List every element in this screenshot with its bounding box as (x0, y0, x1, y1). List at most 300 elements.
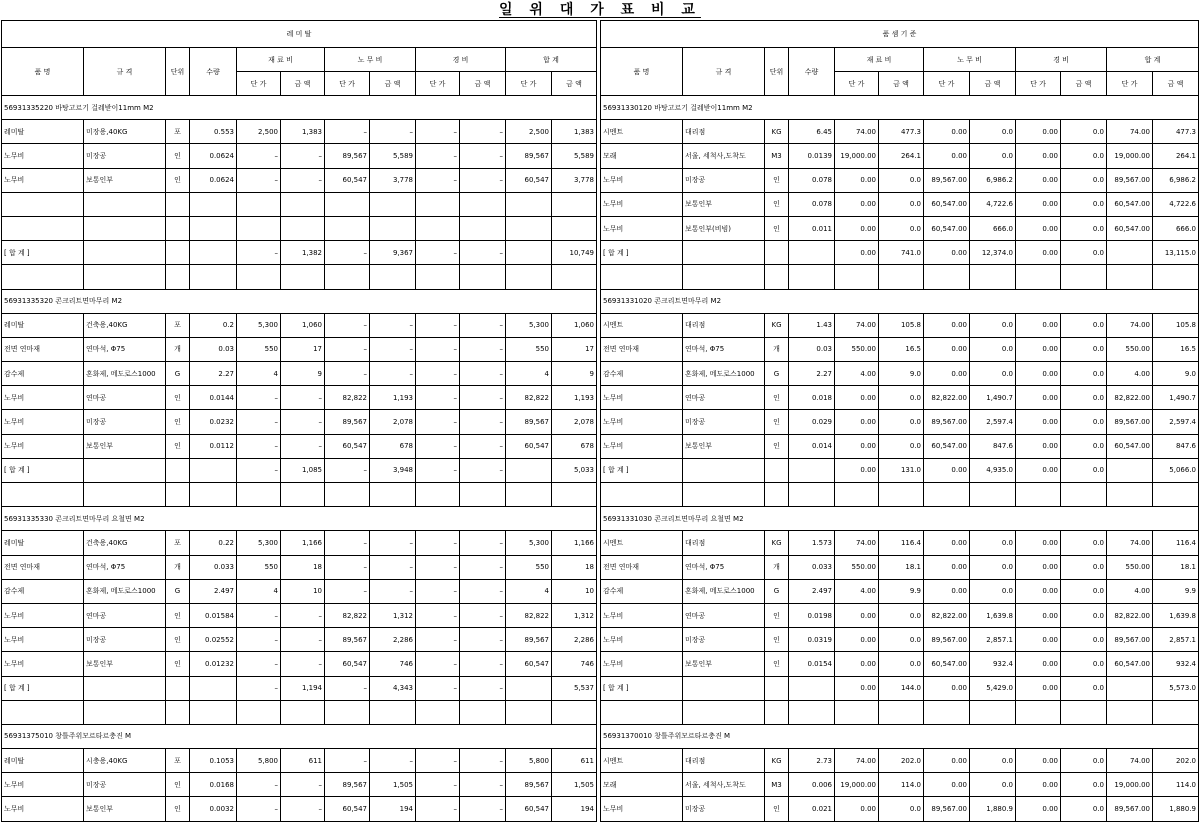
table-cell: 60,547 (325, 434, 370, 458)
table-row (601, 531, 1199, 555)
table-cell: 6,986.2 (1153, 168, 1199, 192)
table-cell (190, 192, 237, 216)
table-cell: – (460, 458, 506, 482)
table-cell: 131.0 (879, 458, 924, 482)
table-cell: 0.03 (789, 337, 835, 361)
table-cell: 보통인부 (683, 652, 765, 676)
col-unit-price: 단 가 (237, 72, 281, 96)
table-cell: 0.0 (1061, 362, 1107, 386)
table-row (601, 797, 1199, 821)
table-row (601, 458, 1199, 482)
table-cell: 82,822 (325, 386, 370, 410)
table-cell: – (416, 579, 460, 603)
table-cell: 4.00 (835, 362, 879, 386)
table-row (2, 313, 597, 337)
table-cell: – (325, 555, 370, 579)
col-unit-price: 단 가 (1107, 72, 1153, 96)
table-cell: – (370, 337, 416, 361)
table-cell (84, 483, 166, 507)
table-cell: – (237, 676, 281, 700)
table-cell: 0.0 (1061, 144, 1107, 168)
table-cell: 89,567.00 (1107, 628, 1153, 652)
table-cell: 0.00 (835, 241, 879, 265)
table-cell: – (281, 144, 325, 168)
table-row (2, 265, 597, 289)
col-total: 합 계 (1107, 48, 1199, 72)
table-row (2, 386, 597, 410)
table-row (601, 410, 1199, 434)
table-cell: – (281, 386, 325, 410)
table-cell (1107, 241, 1153, 265)
table-cell: 0.00 (924, 773, 970, 797)
table-cell (325, 192, 370, 216)
col-expense: 경 비 (416, 48, 506, 72)
table-cell: – (237, 628, 281, 652)
table-cell: 0.006 (789, 773, 835, 797)
table-cell (416, 265, 460, 289)
table-cell (683, 458, 765, 482)
table-cell (765, 458, 789, 482)
table-cell: 0.0 (879, 410, 924, 434)
table-cell (166, 458, 190, 482)
table-cell: 0.00 (1016, 410, 1061, 434)
table-cell: 시충용,40KG (84, 749, 166, 773)
table-cell: 1,490.7 (970, 386, 1016, 410)
table-cell (601, 265, 683, 289)
table-cell: 18.1 (1153, 555, 1199, 579)
table-cell (601, 483, 683, 507)
table-cell: 0.0 (970, 531, 1016, 555)
table-cell: 0.00 (835, 410, 879, 434)
table-cell (552, 483, 597, 507)
table-cell: 0.0 (1061, 676, 1107, 700)
table-cell: 4 (506, 579, 552, 603)
table-cell: 0.0 (879, 434, 924, 458)
table-cell: – (416, 337, 460, 361)
table-cell: 0.0 (1061, 337, 1107, 361)
table-cell: 인 (765, 410, 789, 434)
table-cell: 인 (765, 603, 789, 627)
table-cell: 0.00 (1016, 773, 1061, 797)
table-cell: 감수제 (601, 362, 683, 386)
table-cell: – (281, 628, 325, 652)
col-qty: 수량 (190, 48, 237, 96)
table-row (2, 458, 597, 482)
table-cell: 인 (166, 144, 190, 168)
table-cell: 5,300 (506, 313, 552, 337)
table-cell: 레미탈 (2, 749, 84, 773)
col-item: 품 명 (601, 48, 683, 96)
table-cell: 대리점 (683, 313, 765, 337)
table-cell: 1,060 (552, 313, 597, 337)
table-cell: 746 (552, 652, 597, 676)
table-cell: 0.00 (1016, 652, 1061, 676)
table-cell (416, 700, 460, 724)
table-cell: 미장공 (84, 628, 166, 652)
table-cell (84, 700, 166, 724)
table-cell: 0.00 (1016, 386, 1061, 410)
table-cell: 0.00 (1016, 579, 1061, 603)
table-cell: 0.0 (970, 555, 1016, 579)
table-cell: – (325, 531, 370, 555)
table-cell: 666.0 (970, 216, 1016, 240)
table-cell: 18.1 (879, 555, 924, 579)
table-cell: 2,500 (506, 120, 552, 144)
table-cell: 550.00 (835, 337, 879, 361)
table-cell: 194 (370, 797, 416, 821)
table-cell: 0.00 (1016, 797, 1061, 821)
table-row (601, 749, 1199, 773)
table-cell: 666.0 (1153, 216, 1199, 240)
table-cell: 741.0 (879, 241, 924, 265)
table-cell: [ 합 계 ] (2, 676, 84, 700)
table-cell: 89,567.00 (1107, 797, 1153, 821)
table-cell (84, 216, 166, 240)
table-cell (506, 676, 552, 700)
table-cell: 모래 (601, 773, 683, 797)
table-cell: 60,547.00 (924, 192, 970, 216)
table-cell: 1.43 (789, 313, 835, 337)
col-amount: 금 액 (879, 72, 924, 96)
table-cell: 연마석, Φ75 (683, 337, 765, 361)
table-cell: – (237, 652, 281, 676)
table-cell: – (325, 749, 370, 773)
table-cell: 0.0 (1061, 773, 1107, 797)
table-cell: 5,300 (237, 313, 281, 337)
table-cell: 0.00 (835, 676, 879, 700)
table-cell: 1,383 (281, 120, 325, 144)
table-cell: 전면 연마재 (2, 337, 84, 361)
table-cell: 2.497 (190, 579, 237, 603)
table-cell: 보통인부 (84, 652, 166, 676)
table-cell (601, 700, 683, 724)
table-cell: 550.00 (835, 555, 879, 579)
table-cell: 0.0319 (789, 628, 835, 652)
table-cell: 1,639.8 (1153, 603, 1199, 627)
table-cell: 4,935.0 (970, 458, 1016, 482)
table-cell: 0.00 (1016, 434, 1061, 458)
table-cell (1016, 700, 1061, 724)
table-cell: 0.078 (789, 192, 835, 216)
table-cell: 0.0 (970, 144, 1016, 168)
table-cell: – (281, 434, 325, 458)
table-cell: 연마공 (683, 386, 765, 410)
table-cell: 미장공 (84, 144, 166, 168)
table-cell: G (765, 579, 789, 603)
table-cell: – (325, 676, 370, 700)
table-cell: 0.0 (1061, 120, 1107, 144)
table-cell: 0.00 (1016, 531, 1061, 555)
table-cell: 노무비 (601, 216, 683, 240)
table-cell (370, 216, 416, 240)
table-cell: 혼화제, 메도로스1000 (683, 579, 765, 603)
table-cell: – (460, 144, 506, 168)
table-cell: 678 (370, 434, 416, 458)
table-cell: 0.00 (835, 386, 879, 410)
table-cell: 74.00 (835, 531, 879, 555)
table-cell (1107, 700, 1153, 724)
table-cell: 2,500 (237, 120, 281, 144)
table-cell: – (237, 458, 281, 482)
table-cell: – (237, 386, 281, 410)
table-cell: 1,166 (552, 531, 597, 555)
table-row (2, 773, 597, 797)
table-cell (552, 216, 597, 240)
table-cell: 0.00 (1016, 676, 1061, 700)
table-row (2, 410, 597, 434)
table-cell: 인 (166, 168, 190, 192)
table-cell: 0.00 (1016, 168, 1061, 192)
table-cell: 0.00 (924, 458, 970, 482)
table-cell: 0.0624 (190, 168, 237, 192)
table-row (2, 797, 597, 821)
table-cell: 5,589 (370, 144, 416, 168)
table-cell: 6.45 (789, 120, 835, 144)
table-cell (166, 483, 190, 507)
table-cell: 0.0 (879, 628, 924, 652)
table-cell: 노무비 (601, 797, 683, 821)
table-cell: [ 합 계 ] (601, 458, 683, 482)
table-row (601, 555, 1199, 579)
table-cell: 1,193 (552, 386, 597, 410)
table-cell: 105.8 (879, 313, 924, 337)
table-cell: 인 (765, 628, 789, 652)
table-cell: 74.00 (1107, 531, 1153, 555)
table-cell: 0.0 (1061, 313, 1107, 337)
table-cell: – (237, 410, 281, 434)
table-cell (166, 241, 190, 265)
table-cell: 서울, 세척사,도착도 (683, 773, 765, 797)
section-row (601, 289, 1199, 313)
table-row (2, 652, 597, 676)
table-cell: 17 (552, 337, 597, 361)
table-cell (281, 216, 325, 240)
table-cell: 4,722.6 (1153, 192, 1199, 216)
table-cell: – (460, 386, 506, 410)
table-cell: 611 (552, 749, 597, 773)
table-cell: 550.00 (1107, 555, 1153, 579)
table-cell: – (281, 603, 325, 627)
table-cell: 인 (166, 386, 190, 410)
section-row (2, 289, 597, 313)
table-cell: – (416, 773, 460, 797)
table-cell: 연마석, Φ75 (84, 555, 166, 579)
table-cell: 0.00 (835, 168, 879, 192)
table-cell (879, 483, 924, 507)
table-cell: 인 (166, 434, 190, 458)
table-cell: – (416, 362, 460, 386)
col-labor: 노 무 비 (924, 48, 1016, 72)
table-cell: 노무비 (601, 410, 683, 434)
table-cell: 9 (552, 362, 597, 386)
col-unit-price: 단 가 (924, 72, 970, 96)
table-cell (683, 700, 765, 724)
table-cell: 0.00 (1016, 192, 1061, 216)
table-row (2, 555, 597, 579)
table-cell: 4 (506, 362, 552, 386)
page-title (0, 0, 1200, 20)
table-cell: 0.00 (924, 241, 970, 265)
table-cell: 연마공 (84, 603, 166, 627)
col-item: 품 명 (2, 48, 84, 96)
table-cell: – (416, 144, 460, 168)
table-cell: 노무비 (2, 603, 84, 627)
col-labor: 노 무 비 (325, 48, 416, 72)
table-cell: 144.0 (879, 676, 924, 700)
table-cell: 4.00 (1107, 579, 1153, 603)
col-amount: 금 액 (281, 72, 325, 96)
table-cell (325, 483, 370, 507)
table-cell: – (416, 120, 460, 144)
table-cell: 9.9 (1153, 579, 1199, 603)
table-cell: 0.00 (924, 676, 970, 700)
table-cell: 0.0 (970, 749, 1016, 773)
table-cell: 0.00 (835, 603, 879, 627)
table-row (2, 362, 597, 386)
table-cell: 0.0 (1061, 628, 1107, 652)
table-cell: 1.573 (789, 531, 835, 555)
section-heading: 56931335220 바탕고르기 걸레받이11mm M2 (2, 96, 597, 120)
table-cell: 미장공 (683, 797, 765, 821)
table-cell: 인 (166, 773, 190, 797)
table-cell: – (416, 603, 460, 627)
table-cell: 82,822 (506, 603, 552, 627)
table-cell: 0.00 (1016, 603, 1061, 627)
table-cell: 0.00 (835, 458, 879, 482)
table-cell: 시멘트 (601, 120, 683, 144)
col-amount: 금 액 (1061, 72, 1107, 96)
table-cell (789, 241, 835, 265)
table-cell: 0.00 (924, 531, 970, 555)
table-cell: – (416, 676, 460, 700)
table-cell: 노무비 (2, 773, 84, 797)
table-cell: 인 (166, 410, 190, 434)
table-row (601, 579, 1199, 603)
section-row (601, 724, 1199, 748)
table-cell: M3 (765, 144, 789, 168)
table-cell: 550.00 (1107, 337, 1153, 361)
table-cell (84, 676, 166, 700)
table-cell: 감수제 (2, 579, 84, 603)
col-unit-price: 단 가 (325, 72, 370, 96)
table-cell: 포 (166, 531, 190, 555)
table-cell: 611 (281, 749, 325, 773)
table-cell: 60,547.00 (1107, 434, 1153, 458)
table-cell: 1,060 (281, 313, 325, 337)
table-cell (1107, 676, 1153, 700)
table-cell: 1,383 (552, 120, 597, 144)
table-cell: 2,286 (552, 628, 597, 652)
table-cell: 미장용,40KG (84, 120, 166, 144)
table-cell: 포 (166, 120, 190, 144)
table-cell: – (416, 410, 460, 434)
table-cell (237, 265, 281, 289)
table-cell: – (370, 120, 416, 144)
table-row (2, 337, 597, 361)
table-cell: 5,066.0 (1153, 458, 1199, 482)
col-spec: 규 격 (84, 48, 166, 96)
table-cell: 0.00 (1016, 749, 1061, 773)
table-cell (460, 265, 506, 289)
table-body (2, 96, 597, 822)
table-cell: 5,800 (237, 749, 281, 773)
table-cell (789, 700, 835, 724)
table-row (2, 192, 597, 216)
table-cell: 0.03 (190, 337, 237, 361)
table-cell: 5,300 (506, 531, 552, 555)
table-cell: 미장공 (84, 410, 166, 434)
table-cell: – (416, 797, 460, 821)
table-cell (1061, 700, 1107, 724)
section-label: 레 미 탈 (2, 21, 597, 48)
table-cell: 노무비 (601, 192, 683, 216)
table-cell: 89,567 (325, 410, 370, 434)
table-cell: 레미탈 (2, 120, 84, 144)
table-cell: – (460, 410, 506, 434)
col-unit: 단위 (166, 48, 190, 96)
table-cell: 0.011 (789, 216, 835, 240)
table-cell: 0.0032 (190, 797, 237, 821)
table-cell: 9.0 (1153, 362, 1199, 386)
table-cell: 89,567 (325, 144, 370, 168)
table-cell: 2,857.1 (970, 628, 1016, 652)
table-cell: 89,567 (325, 628, 370, 652)
table-cell: 인 (765, 168, 789, 192)
section-heading: 56931331020 콘크리트면마무리 M2 (601, 289, 1199, 313)
table-cell: 0.00 (835, 628, 879, 652)
table-cell: 0.00 (924, 362, 970, 386)
table-cell: 0.0 (879, 192, 924, 216)
table-row (2, 700, 597, 724)
table-cell: KG (765, 313, 789, 337)
table-cell: 74.00 (835, 313, 879, 337)
table-cell: 미장공 (683, 628, 765, 652)
table-cell: 연마석, Φ75 (84, 337, 166, 361)
table-cell: – (370, 313, 416, 337)
col-unit-price: 단 가 (416, 72, 460, 96)
table-cell: – (281, 168, 325, 192)
table-cell (789, 676, 835, 700)
table-cell: 74.00 (835, 749, 879, 773)
table-cell: G (166, 579, 190, 603)
table-cell: 노무비 (601, 386, 683, 410)
table-row (601, 241, 1199, 265)
table-cell (924, 483, 970, 507)
col-unit-price: 단 가 (1016, 72, 1061, 96)
table-cell (683, 483, 765, 507)
table-cell: 개 (166, 555, 190, 579)
table-cell: 인 (765, 192, 789, 216)
table-cell: 60,547 (325, 797, 370, 821)
table-cell: 74.00 (1107, 120, 1153, 144)
col-unit: 단위 (765, 48, 789, 96)
table-cell (1061, 265, 1107, 289)
table-cell: 847.6 (970, 434, 1016, 458)
table-cell: 미장공 (683, 410, 765, 434)
table-cell (370, 265, 416, 289)
col-expense: 경 비 (1016, 48, 1107, 72)
table-cell: 477.3 (879, 120, 924, 144)
table-cell: 60,547.00 (924, 434, 970, 458)
table-cell: 0.0154 (789, 652, 835, 676)
table-cell: 인 (765, 652, 789, 676)
table-cell: 1,505 (552, 773, 597, 797)
table-row (2, 749, 597, 773)
table-cell: 9,367 (370, 241, 416, 265)
table-cell: 89,567 (325, 773, 370, 797)
table-cell: 89,567.00 (1107, 410, 1153, 434)
table-cell: 0.0198 (789, 603, 835, 627)
